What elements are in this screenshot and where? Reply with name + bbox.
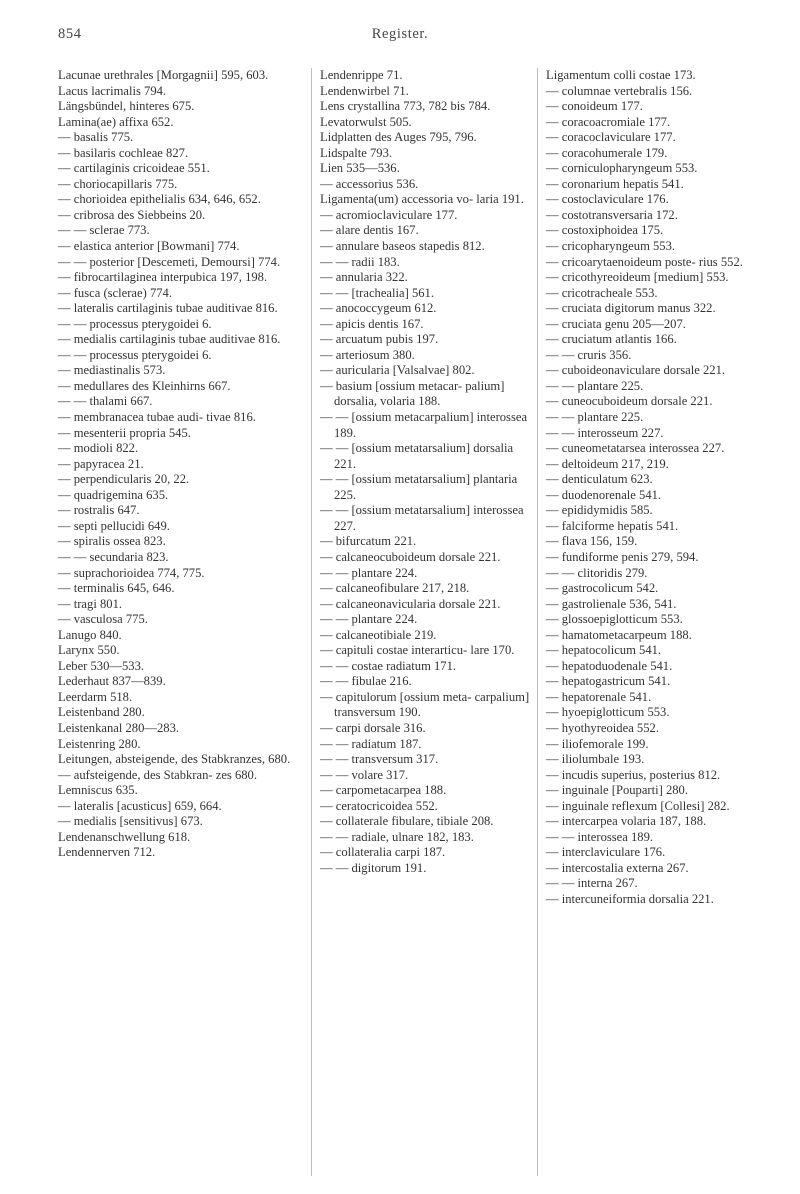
index-entry: — — [ossium metacarpalium] interossea 189. bbox=[320, 410, 528, 440]
index-entry: — mesenterii propria 545. bbox=[58, 425, 191, 440]
index-entry: — — plantare 224. bbox=[320, 612, 418, 627]
index-entry: — chorioidea epithelialis 634, 646, 652. bbox=[58, 192, 261, 207]
index-entry: — — digitorum 191. bbox=[320, 860, 427, 875]
index-entry: — iliolumbale 193. bbox=[546, 752, 645, 767]
index-entry: — intercarpea volaria 187, 188. bbox=[546, 814, 707, 829]
index-entry: — duodenorenale 541. bbox=[546, 487, 662, 502]
index-entry: — — [ossium metatarsalium] plantaria 225. bbox=[320, 472, 518, 502]
index-entry: — medialis cartilaginis tubae auditivae 816. bbox=[58, 332, 281, 347]
index-entry: — cruciatum atlantis 166. bbox=[546, 332, 677, 347]
index-entry: — — volare 317. bbox=[320, 767, 409, 782]
index-entry: — choriocapillaris 775. bbox=[58, 176, 178, 191]
index-entry: — modioli 822. bbox=[58, 441, 139, 456]
index-entry: — inguinale reflexum [Collesi] 282. bbox=[546, 798, 730, 813]
index-entry: — auricularia [Valsalvae] 802. bbox=[320, 363, 475, 378]
index-entry: — annulare baseos stapedis 812. bbox=[320, 239, 485, 254]
index-entry: — flava 156, 159. bbox=[546, 534, 638, 549]
index-entry: — corniculopharyngeum 553. bbox=[546, 161, 698, 176]
index-entry: Larynx 550. bbox=[58, 643, 120, 658]
page-header bbox=[58, 26, 742, 50]
index-entry: — deltoideum 217, 219. bbox=[546, 456, 669, 471]
index-entry: — — plantare 224. bbox=[320, 565, 418, 580]
index-entry: Lendenwirbel 71. bbox=[320, 83, 409, 98]
index-entry: — rostralis 647. bbox=[58, 503, 140, 518]
index-entry: — — interossea 189. bbox=[546, 829, 654, 844]
index-column-1 bbox=[58, 68, 303, 861]
index-entry: — cartilaginis cricoideae 551. bbox=[58, 161, 210, 176]
index-entry: Ligamenta(um) accessoria vo- laria 191. bbox=[320, 192, 524, 207]
index-entry: — membranacea tubae audi- tivae 816. bbox=[58, 410, 256, 425]
index-entry: — arcuatum pubis 197. bbox=[320, 332, 439, 347]
index-entry: — hepatorenale 541. bbox=[546, 689, 652, 704]
index-entry: Lamina(ae) affixa 652. bbox=[58, 114, 174, 129]
index-entry: — fusca (sclerae) 774. bbox=[58, 285, 172, 300]
index-entry: — — processus pterygoidei 6. bbox=[58, 316, 212, 331]
index-entry: — calcaneofibulare 217, 218. bbox=[320, 581, 470, 596]
index-entry: — hyothyreoidea 552. bbox=[546, 720, 659, 735]
index-entry: — cricothyreoideum [medium] 553. bbox=[546, 270, 729, 285]
index-entry: — cuboideonaviculare dorsale 221. bbox=[546, 363, 726, 378]
index-entry: — coracoclaviculare 177. bbox=[546, 130, 676, 145]
index-entry: Leistenband 280. bbox=[58, 705, 145, 720]
index-entry: — ceratocricoidea 552. bbox=[320, 798, 438, 813]
index-entry: — carpi dorsale 316. bbox=[320, 720, 426, 735]
index-entry: Ligamentum colli costae 173. bbox=[546, 68, 696, 82]
index-entry: — arteriosum 380. bbox=[320, 347, 415, 362]
index-column-3 bbox=[546, 68, 756, 908]
index-entry: — coronarium hepatis 541. bbox=[546, 176, 684, 191]
index-entry: — cuneocuboideum dorsale 221. bbox=[546, 394, 713, 409]
index-entry: — costoxiphoidea 175. bbox=[546, 223, 664, 238]
index-entry: Lemniscus 635. bbox=[58, 783, 138, 798]
index-entry: Lien 535—536. bbox=[320, 161, 400, 176]
index-entry: — — processus pterygoidei 6. bbox=[58, 347, 212, 362]
index-entry: — cruciata genu 205—207. bbox=[546, 316, 686, 331]
index-entry: Leerdarm 518. bbox=[58, 689, 133, 704]
index-entry: — falciforme hepatis 541. bbox=[546, 518, 679, 533]
index-entry: — carpometacarpea 188. bbox=[320, 783, 447, 798]
index-entry: — — plantare 225. bbox=[546, 378, 644, 393]
index-entry: — conoideum 177. bbox=[546, 99, 643, 114]
index-entry: — capitulorum [ossium meta- carpalium] transversum 190. bbox=[320, 689, 530, 720]
index-entry: — — secundaria 823. bbox=[58, 549, 169, 564]
index-entry: — — radiale, ulnare 182, 183. bbox=[320, 829, 474, 844]
index-entry: — hepatoduodenale 541. bbox=[546, 658, 673, 673]
index-entry: — vasculosa 775. bbox=[58, 612, 148, 627]
index-entry: Levatorwulst 505. bbox=[320, 114, 412, 129]
index-entry: — — costae radiatum 171. bbox=[320, 658, 457, 673]
index-entry: — lateralis cartilaginis tubae auditivae 816. bbox=[58, 301, 278, 316]
index-entry: — coracohumerale 179. bbox=[546, 145, 668, 160]
index-entry: — — [trachealia] 561. bbox=[320, 285, 434, 300]
running-title: Register. bbox=[371, 26, 429, 42]
index-entry: — cricoarytaenoideum poste- rius 552. bbox=[546, 254, 743, 269]
index-entry: — calcaneotibiale 219. bbox=[320, 627, 437, 642]
index-entry: — acromioclaviculare 177. bbox=[320, 207, 458, 222]
index-entry: — glossoepiglotticum 553. bbox=[546, 612, 683, 627]
index-entry: — — radiatum 187. bbox=[320, 736, 422, 751]
index-entry: Lendenrippe 71. bbox=[320, 68, 403, 82]
index-entry: — cricotracheale 553. bbox=[546, 285, 658, 300]
index-entry: — iliofemorale 199. bbox=[546, 736, 649, 751]
index-entry: — tragi 801. bbox=[58, 596, 123, 611]
index-entry: Lederhaut 837—839. bbox=[58, 674, 166, 689]
index-entry: Lidplatten des Auges 795, 796. bbox=[320, 130, 477, 145]
index-entry: — basium [ossium metacar- palium] dorsalia, volaria 188. bbox=[320, 378, 505, 409]
index-entry: Lendennerven 712. bbox=[58, 845, 156, 860]
index-entry: — — [ossium metatarsalium] dorsalia 221. bbox=[320, 441, 514, 471]
index-entry: — collaterale fibulare, tibiale 208. bbox=[320, 814, 494, 829]
index-entry: — suprachorioidea 774, 775. bbox=[58, 565, 205, 580]
index-entry: — coracoacromiale 177. bbox=[546, 114, 671, 129]
index-entry: — columnae vertebralis 156. bbox=[546, 83, 693, 98]
index-entry: — lateralis [acusticus] 659, 664. bbox=[58, 798, 222, 813]
index-entry: Lens crystallina 773, 782 bis 784. bbox=[320, 99, 491, 114]
index-entry: Lanugo 840. bbox=[58, 627, 122, 642]
index-entry: — gastrolienale 536, 541. bbox=[546, 596, 677, 611]
index-entry: — — [ossium metatarsalium] interossea 227. bbox=[320, 503, 524, 533]
index-entry: — alare dentis 167. bbox=[320, 223, 419, 238]
index-entry: — perpendicularis 20, 22. bbox=[58, 472, 190, 487]
index-entry: — quadrigemina 635. bbox=[58, 487, 169, 502]
index-entry: — — thalami 667. bbox=[58, 394, 153, 409]
index-entry: — interclaviculare 176. bbox=[546, 845, 666, 860]
index-entry: — — interna 267. bbox=[546, 876, 638, 891]
index-entry: — spiralis ossea 823. bbox=[58, 534, 166, 549]
index-entry: — — transversum 317. bbox=[320, 752, 439, 767]
index-entry: Leistenkanal 280—283. bbox=[58, 720, 180, 735]
index-entry: — calcaneonavicularia dorsale 221. bbox=[320, 596, 501, 611]
index-entry: Lidspalte 793. bbox=[320, 145, 393, 160]
index-entry: — terminalis 645, 646. bbox=[58, 581, 175, 596]
index-entry: — fibrocartilaginea interpubica 197, 198. bbox=[58, 270, 268, 285]
index-entry: Leistenring 280. bbox=[58, 736, 141, 751]
index-entry: — — posterior [Descemeti, Demoursi] 774. bbox=[58, 254, 281, 269]
index-entry: — — radii 183. bbox=[320, 254, 400, 269]
index-entry: — cricopharyngeum 553. bbox=[546, 239, 676, 254]
index-entry: — capituli costae interarticu- lare 170. bbox=[320, 643, 515, 658]
index-entry: Lacunae urethrales [Morgagnii] 595, 603. bbox=[58, 68, 269, 82]
index-entry: — — sclerae 773. bbox=[58, 223, 150, 238]
index-entry: — mediastinalis 573. bbox=[58, 363, 166, 378]
index-entry: — hyoepiglotticum 553. bbox=[546, 705, 670, 720]
index-entry: — — plantare 225. bbox=[546, 410, 644, 425]
index-entry: — — cruris 356. bbox=[546, 347, 632, 362]
column-divider bbox=[311, 68, 312, 1176]
index-entry: — basalis 775. bbox=[58, 130, 134, 145]
index-entry: — intercuneiformia dorsalia 221. bbox=[546, 891, 714, 906]
index-entry: — intercostalia externa 267. bbox=[546, 860, 689, 875]
index-entry: — — interosseum 227. bbox=[546, 425, 664, 440]
index-entry: — accessorius 536. bbox=[320, 176, 419, 191]
index-entry: Lendenanschwellung 618. bbox=[58, 829, 191, 844]
index-entry: — — fibulae 216. bbox=[320, 674, 412, 689]
index-entry: — medialis [sensitivus] 673. bbox=[58, 814, 203, 829]
index-entry: — costotransversaria 172. bbox=[546, 207, 678, 222]
index-entry: — — clitoridis 279. bbox=[546, 565, 648, 580]
index-entry: — aufsteigende, des Stabkran- zes 680. bbox=[58, 767, 257, 782]
index-entry: — inguinale [Pouparti] 280. bbox=[546, 783, 689, 798]
column-divider bbox=[537, 68, 538, 1176]
index-entry: — epididymidis 585. bbox=[546, 503, 653, 518]
index-entry: — anococcygeum 612. bbox=[320, 301, 437, 316]
index-entry: — cribrosa des Siebbeins 20. bbox=[58, 207, 206, 222]
index-entry: — elastica anterior [Bowmani] 774. bbox=[58, 239, 240, 254]
index-entry: — annularia 322. bbox=[320, 270, 408, 285]
index-column-2 bbox=[320, 68, 530, 876]
index-entry: Lacus lacrimalis 794. bbox=[58, 83, 167, 98]
index-entry: — bifurcatum 221. bbox=[320, 534, 417, 549]
index-entry: — fundiforme penis 279, 594. bbox=[546, 549, 699, 564]
index-entry: — cruciata digitorum manus 322. bbox=[546, 301, 716, 316]
index-entry: — medullares des Kleinhirns 667. bbox=[58, 378, 231, 393]
index-entry: Leitungen, absteigende, des Stabkranzes, 680. bbox=[58, 752, 291, 767]
index-entry: — hepatogastricum 541. bbox=[546, 674, 671, 689]
index-entry: — gastrocolicum 542. bbox=[546, 581, 659, 596]
index-entry: — incudis superius, posterius 812. bbox=[546, 767, 721, 782]
index-entry: — septi pellucidi 649. bbox=[58, 518, 170, 533]
index-entry: — hamatometacarpeum 188. bbox=[546, 627, 692, 642]
page-number: 854 bbox=[58, 26, 82, 42]
index-entry: — denticulatum 623. bbox=[546, 472, 653, 487]
index-entry: — apicis dentis 167. bbox=[320, 316, 424, 331]
index-entry: — cuneometatarsea interossea 227. bbox=[546, 441, 725, 456]
index-entry: — papyracea 21. bbox=[58, 456, 144, 471]
index-entry: — basilaris cochleae 827. bbox=[58, 145, 189, 160]
index-entry: Leber 530—533. bbox=[58, 658, 145, 673]
index-entry: Längsbündel, hinteres 675. bbox=[58, 99, 195, 114]
index-entry: — collateralia carpi 187. bbox=[320, 845, 446, 860]
index-entry: — calcaneocuboideum dorsale 221. bbox=[320, 549, 501, 564]
index-entry: — hepatocolicum 541. bbox=[546, 643, 662, 658]
index-entry: — costoclaviculare 176. bbox=[546, 192, 669, 207]
